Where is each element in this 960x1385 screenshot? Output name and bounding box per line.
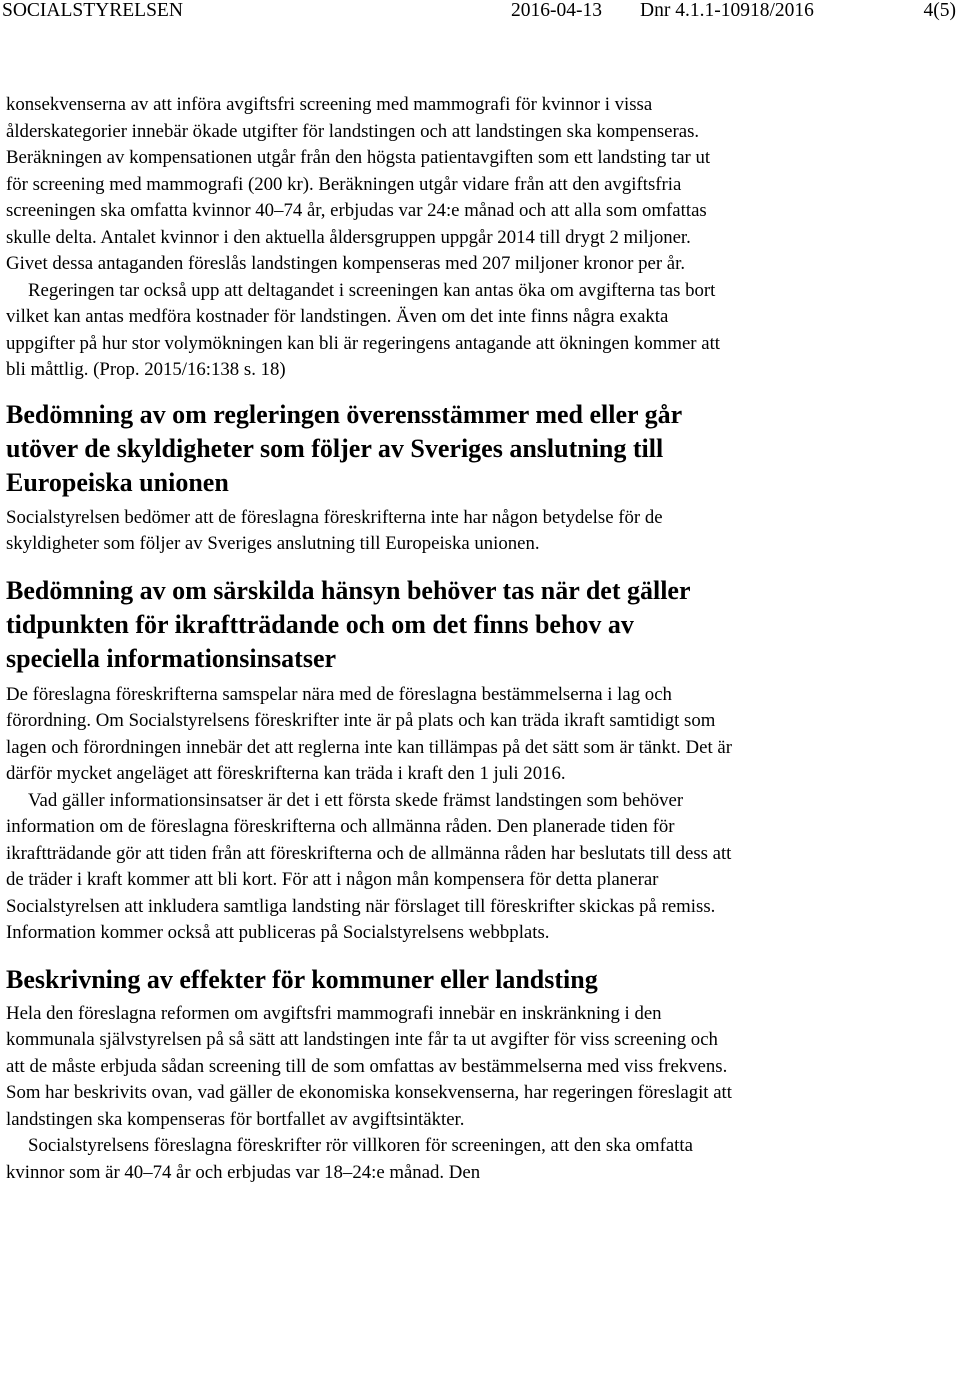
paragraph: Socialstyrelsen bedömer att de föreslagna föreskrifterna inte har någon betydelse för de skyldigheter som följer av Sveriges anslutning till Europeiska unionen. (6, 506, 663, 554)
document-date: 2016-04-13 (511, 0, 602, 21)
paragraph: konsekvenserna av att införa avgiftsfri screening med mammografi för kvinnor i vissa ålderskategorier innebär ökade utgifter för landstingen och att landstingen ska kompenseras. Beräkningen av kompensationen utgår från den högsta patientavgiften som ett landsting tar ut för screening med mammografi (200 kr). Beräkningen utgår vidare från att den avgiftsfria screeningen ska omfatta kvinnor 40–74 år, erbjudas var 24:e månad och att alla som omfattas skulle delta. Antalet kvinnor i den aktuella åldersgruppen uppgår 2014 till drygt 2 miljoner. Givet dessa antaganden föreslås landstingen kompenseras med 207 miljoner kronor per år. (6, 94, 711, 274)
paragraph: Vad gäller informationsinsatser är det i ett första skede främst landstingen som behöver information om de föreslagna föreskrifterna och allmänna råden. Den planerade tiden för ikraftträdande gör att tiden från att föreskrifterna och de allmänna råden har beslutats till dess att de träder i kraft kommer att bli kort. För att i någon mån kompensera för detta planerar Socialstyrelsen att inkludera samtliga landsting när förslaget till föreskrifter skickas på remiss. Information kommer också att publiceras på Socialstyrelsens webbplats. (6, 789, 732, 943)
section-heading: Bedömning av om särskilda hänsyn behöver tas när det gäller tidpunkten för ikraftträdande och om det finns behov av speciella informationsinsatser (6, 575, 691, 673)
page-number: 4(5) (923, 0, 956, 21)
document-body (6, 92, 732, 1186)
paragraph: Hela den föreslagna reformen om avgiftsfri mammografi innebär en inskränkning i den kommunala självstyrelsen på så sätt att landstingen inte får ta ut avgifter för viss screening och att de måste erbjuda sådan screening till de som omfattas av bestämmelserna med viss frekvens. Som har beskrivits ovan, vad gäller de ekonomiska konsekvenserna, har regeringen föreslagit att landstingen ska kompenseras för bortfallet av avgiftsintäkter. (6, 1002, 732, 1130)
page-header (0, 0, 960, 22)
organization-name: SOCIALSTYRELSEN (2, 0, 183, 21)
document-number: Dnr 4.1.1-10918/2016 (640, 0, 814, 21)
paragraph: De föreslagna föreskrifterna samspelar nära med de föreslagna bestämmelserna i lag och förordning. Om Socialstyrelsens föreskrifter inte är på plats och kan träda ikraft samtidigt som lagen och förordningen innebär det att reglerna inte kan tillämpas på det sätt som är tänkt. Det är därför mycket angeläget att föreskrifterna kan träda i kraft den 1 juli 2016. (6, 683, 732, 784)
paragraph: Regeringen tar också upp att deltagandet i screeningen kan antas öka om avgifterna tas bort vilket kan antas medföra kostnader för landstingen. Även om det inte finns några exakta uppgifter på hur stor volymökningen kan bli är regeringens antagande att ökningen kommer att bli måttlig. (Prop. 2015/16:138 s. 18) (6, 279, 721, 380)
section-heading: Beskrivning av effekter för kommuner eller landsting (6, 964, 598, 994)
section-heading: Bedömning av om regleringen överensstämmer med eller går utöver de skyldigheter som följer av Sveriges anslutning till Europeiska unionen (6, 399, 682, 497)
paragraph: Socialstyrelsens föreslagna föreskrifter rör villkoren för screeningen, att den ska omfatta kvinnor som är 40–74 år och erbjudas var 18–24:e månad. Den (6, 1135, 693, 1183)
